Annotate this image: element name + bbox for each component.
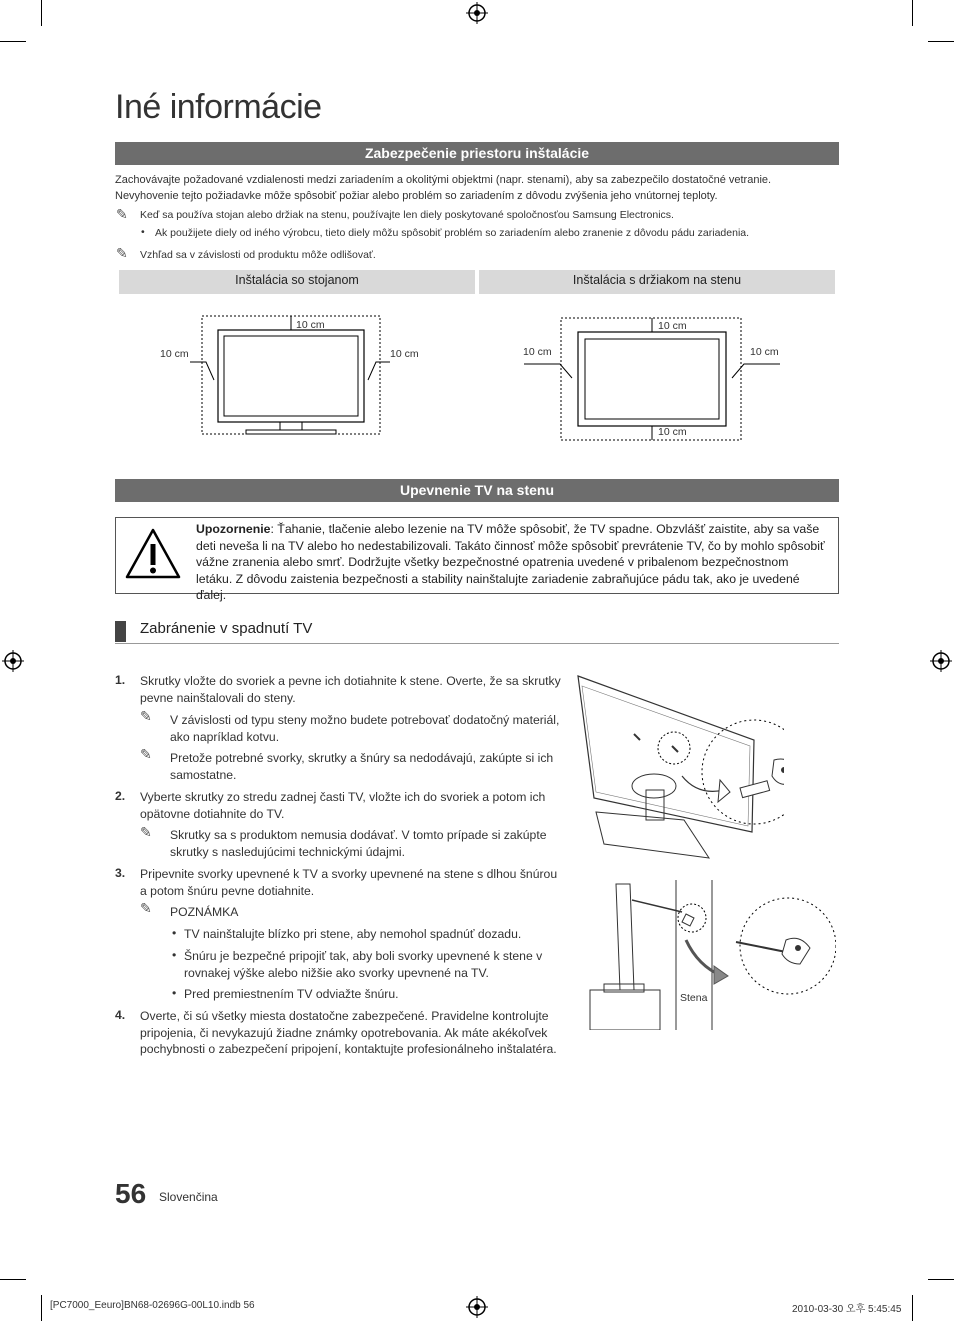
note-text: Pretože potrebné svorky, skrutky a šnúry sa nedodávajú, zakúpte si ich samostatne. xyxy=(170,751,554,782)
registration-mark-icon xyxy=(2,650,24,672)
intro-text xyxy=(115,172,845,204)
bullet-text: Šnúru je bezpečné pripojiť tak, aby boli svorky upevnené k stene v rovnakej výške alebo nižšie ako svorky upevnené na TV. xyxy=(184,949,543,980)
dimension-label: 10 cm xyxy=(658,320,687,332)
page-language: Slovenčina xyxy=(159,1190,218,1204)
page-number: 56 xyxy=(115,1178,147,1209)
note-text: Keď sa používa stojan alebo držiak na stenu, používajte len diely poskytované spoločnosťou Samsung Electronics. xyxy=(140,209,674,221)
note-pencil-icon: ✎ xyxy=(116,245,128,261)
note-pencil-icon: ✎ xyxy=(116,206,128,222)
column-header-wall: Inštalácia s držiakom na stenu xyxy=(479,270,835,294)
step-text: Skrutky vložte do svoriek a pevne ich dotiahnite k stene. Overte, že sa skrutky pevne nainštalovali do steny. xyxy=(140,674,561,705)
stand-installation-diagram xyxy=(150,310,440,440)
note-pencil-icon: ✎ xyxy=(140,824,152,840)
bullet-icon: • xyxy=(172,948,177,962)
note-text: Vzhľad sa v závislosti od produktu môže odlišovať. xyxy=(140,249,376,261)
bullet-text: TV nainštalujte blízko pri stene, aby nemohol spadnúť dozadu. xyxy=(184,927,522,941)
warning-triangle-icon xyxy=(124,527,182,581)
warning-body: : Ťahanie, tlačenie alebo lezenie na TV môže spôsobiť, že TV spadne. Obzvlášť zaistite, aby sa vaše deti neveša li na TV alebo ho nedestabilizovali. Takáto činnosť môže spôsobiť prevrátenie TV, čo by mohlo spôsobiť vážne zranenia alebo smrť. Dodržujte všetky bezpečnostné opatrenia uvedené v pribalenom bezpečnostnom letáku. Z dôvodu zaistenia bezpečnosti a stability nainštalujte zariadenie zabraňujúce pádu tak, ako je uvedené ďalej. xyxy=(196,522,825,603)
note-pencil-icon: ✎ xyxy=(140,900,152,916)
bullet-icon: • xyxy=(172,926,177,940)
bullet-icon: • xyxy=(141,226,145,238)
note-text: Skrutky sa s produktom nemusia dodávať. V tomto prípade si zakúpte skrutky s nasledujúcimi technickými údajmi. xyxy=(170,828,547,859)
registration-mark-icon xyxy=(466,2,488,24)
wall-installation-diagram xyxy=(520,312,790,444)
subsection-title: Zabránenie v spadnutí TV xyxy=(140,620,313,637)
dimension-label: 10 cm xyxy=(658,426,687,438)
note-label: POZNÁMKA xyxy=(170,905,239,919)
intro-line: Zachovávajte požadované vzdialenosti medzi zariadením a okolitými objektmi (napr. stenami), aby sa zabezpečilo dostatočné vetranie. xyxy=(115,174,772,186)
column-header-stand: Inštalácia so stojanom xyxy=(119,270,475,294)
step-text: Vyberte skrutky zo stredu zadnej časti TV, vložte ich do svoriek a potom ich opätovne dotiahnite do TV. xyxy=(140,790,546,821)
note-bullet-text: Ak použijete diely od iného výrobcu, tieto diely môžu spôsobiť problém so zariadením alebo zranenie z dôvodu pádu zariadenia. xyxy=(155,227,750,239)
dimension-label: 10 cm xyxy=(523,346,552,358)
bullet-icon: • xyxy=(172,986,177,1000)
dimension-label: 10 cm xyxy=(160,348,189,360)
step-number: 1. xyxy=(115,673,126,687)
step-number: 4. xyxy=(115,1008,126,1022)
note-pencil-icon: ✎ xyxy=(140,746,152,762)
dimension-label: 10 cm xyxy=(750,346,779,358)
dimension-label: 10 cm xyxy=(390,348,419,360)
subsection-marker xyxy=(115,621,126,642)
footer-date: 2010-03-30 오후 5:45:45 xyxy=(792,1304,902,1315)
warning-text xyxy=(196,521,828,604)
tv-wall-cord-illustration xyxy=(586,880,836,1030)
step-number: 2. xyxy=(115,789,126,803)
step-text: Overte, či sú všetky miesta dostatočne zabezpečené. Pravidelne kontrolujte pripojenia, či nevykazujú žiadne známky opotrebovania. Ak máte akékoľvek pochybnosti o zabezpečení pripojení, kontaktujte profesionálneho inštalatéra. xyxy=(140,1009,557,1057)
step-text: Pripevnite svorky upevnené k TV a svorky upevnené na stene s dlhou šnúrou a potom šnúru pevne dotiahnite. xyxy=(140,867,558,898)
page-title: Iné informácie xyxy=(115,88,322,126)
step-number: 3. xyxy=(115,866,126,880)
note-pencil-icon: ✎ xyxy=(140,708,152,724)
dimension-label: 10 cm xyxy=(296,319,325,331)
tv-back-bracket-illustration xyxy=(574,672,784,862)
section-header-wall-mount: Upevnenie TV na stenu xyxy=(115,479,839,502)
section-header-installation-space: Zabezpečenie priestoru inštalácie xyxy=(115,142,839,165)
footer-file: [PC7000_Eeuro]BN68-02696G-00L10.indb 56 xyxy=(50,1300,255,1311)
bullet-text: Pred premiestnením TV odviažte šnúru. xyxy=(184,987,399,1001)
warning-label: Upozornenie xyxy=(196,522,271,536)
note-text: V závislosti od typu steny možno budete potrebovať dodatočný materiál, ako napríklad kotvu. xyxy=(170,713,560,744)
registration-mark-icon xyxy=(466,1296,488,1318)
wall-label: Stena xyxy=(680,992,708,1004)
intro-line: Nevyhovenie tejto požiadavke môže spôsobiť požiar alebo problém so zariadením z dôvodu zvýšenia jeho vnútornej teploty. xyxy=(115,190,718,202)
registration-mark-icon xyxy=(930,650,952,672)
